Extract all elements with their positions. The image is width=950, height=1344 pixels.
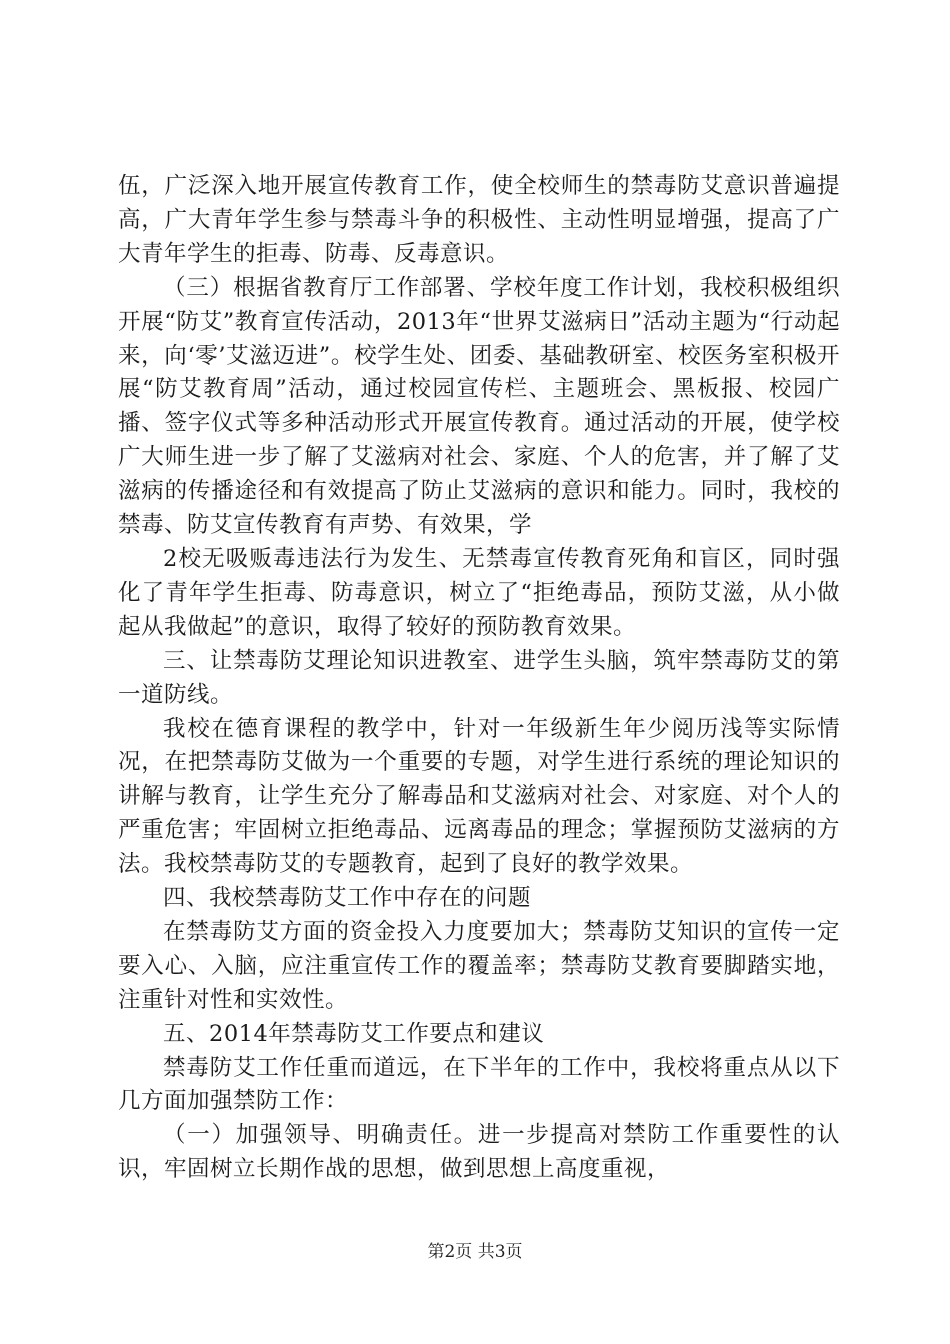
section-heading-five: 五、2014年禁毒防艾工作要点和建议	[163, 1020, 545, 1047]
paragraph-continuation: 伍，广泛深入地开展宣传教育工作，使全校师生的禁毒防艾意识普遍提高，广大青年学生参与禁毒斗争的积极性、主动性明显增强，提高了广大青年学生的拒毒、防毒、反毒意识。	[118, 173, 840, 267]
paragraph-item-three: （三）根据省教育厅工作部署、学校年度工作计划，我校积极组织开展“防艾”教育宣传活动，2013年“世界艾滋病日”活动主题为“行动起来，向‘零’艾滋迈进”。校学生处、团委、基础教研室、校医务室积极开展“防艾教育周”活动，通过校园宣传栏、主题班会、黑板报、校园广播、签字仪式等多种活动形式开展宣传教育。通过活动的开展，使学校广大师生进一步了解了艾滋病对社会、家庭、个人的危害，并了解了艾滋病的传播途径和有效提高了防止艾滋病的意识和能力。同时，我校的禁毒、防艾宣传教育有声势、有效果，学	[118, 274, 840, 539]
section-heading-four: 四、我校禁毒防艾工作中存在的问题	[163, 885, 532, 912]
section-heading-three: 三、让禁毒防艾理论知识进教室、进学生头脑，筑牢禁毒防艾的第一道防线。	[118, 647, 840, 708]
paragraph-curriculum: 我校在德育课程的教学中，针对一年级新生年少阅历浅等实际情况，在把禁毒防艾做为一个重要的专题，对学生进行系统的理论知识的讲解与教育，让学生充分了解毒品和艾滋病对社会、对家庭、对个人的严重危害；牢固树立拒绝毒品、远离毒品的理念；掌握预防艾滋病的方法。我校禁毒防艾的专题教育，起到了良好的教学效果。	[118, 715, 840, 878]
page-number-footer: 第2页 共3页	[427, 1242, 523, 1262]
paragraph-plan-intro: 禁毒防艾工作任重而道远，在下半年的工作中，我校将重点从以下几方面加强禁防工作：	[118, 1054, 840, 1115]
paragraph-plan-item-one: （一）加强领导、明确责任。进一步提高对禁防工作重要性的认识，牢固树立长期作战的思想，做到思想上高度重视，	[118, 1122, 840, 1183]
document-body	[118, 170, 840, 1187]
paragraph-results: 2校无吸贩毒违法行为发生、无禁毒宣传教育死角和盲区，同时强化了青年学生拒毒、防毒意识，树立了“拒绝毒品，预防艾滋，从小做起从我做起”的意识，取得了较好的预防教育效果。	[118, 545, 840, 640]
paragraph-problems: 在禁毒防艾方面的资金投入力度要加大；禁毒防艾知识的宣传一定要入心、入脑，应注重宣传工作的覆盖率；禁毒防艾教育要脚踏实地，注重针对性和实效性。	[118, 918, 840, 1013]
